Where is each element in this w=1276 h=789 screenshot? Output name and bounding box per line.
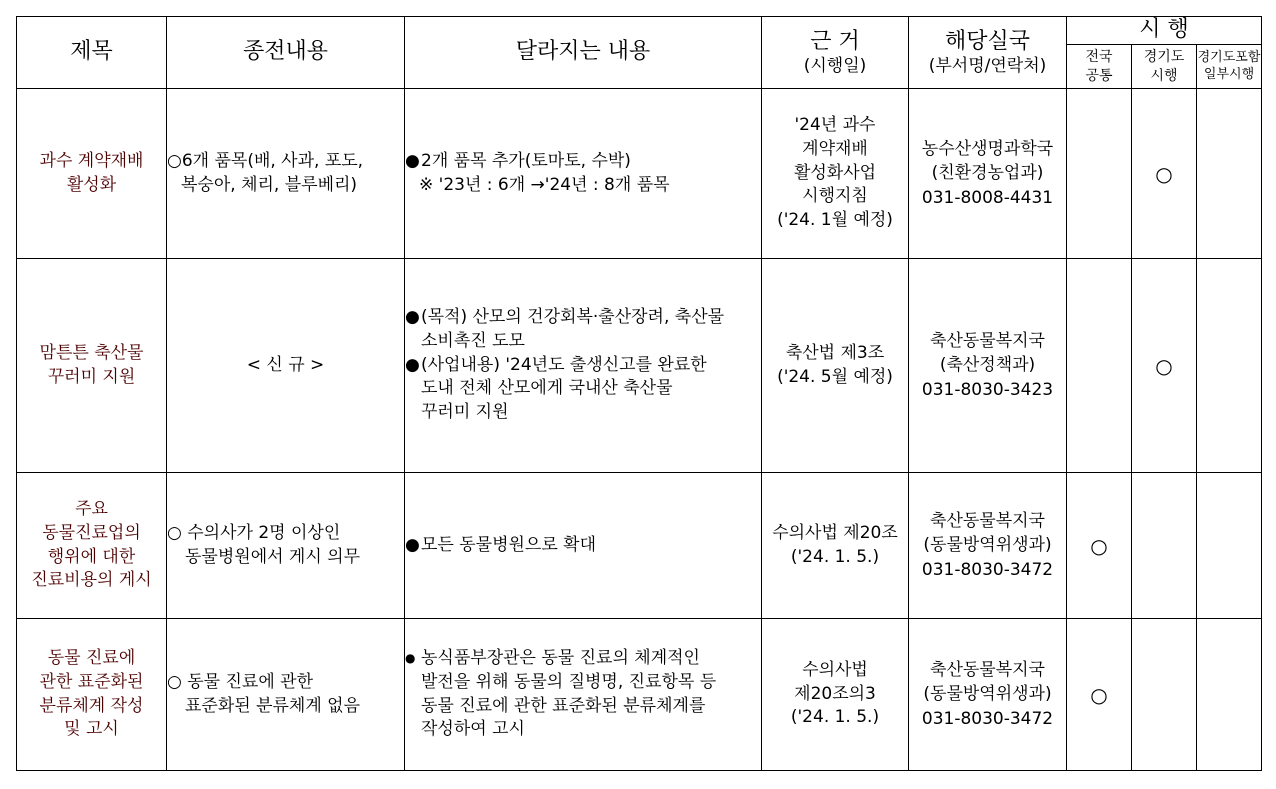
impl-gyeonggi-cell <box>1132 259 1197 473</box>
row-department: 농수산생명과학국 (친환경농업과) 031-8008-4431 <box>909 89 1067 259</box>
row-previous: ○6개 품목(배, 사과, 포도, 복숭아, 체리, 블루베리) <box>167 89 405 259</box>
table-row <box>17 473 1262 619</box>
row-basis: 수의사법 제20조 ('24. 1. 5.) <box>762 473 909 619</box>
bullet-icon: ● <box>405 650 416 665</box>
row-changed <box>405 473 762 619</box>
impl-gyeonggi-cell <box>1132 473 1197 619</box>
table-row <box>17 89 1262 259</box>
row-previous: ○ 동물 진료에 관한 표준화된 분류체계 없음 <box>167 619 405 771</box>
note: ※ '23년 : 6개 →'24년 : 8개 품목 <box>419 174 670 195</box>
impl-nationwide-cell <box>1067 619 1132 771</box>
header-implementation: 시 행 <box>1067 17 1262 45</box>
header-impl-nationwide: 전국 공통 <box>1067 45 1132 89</box>
header-impl-gyeonggi: 경기도 시행 <box>1132 45 1197 89</box>
row-department: 축산동물복지국 (동물방역위생과) 031-8030-3472 <box>909 619 1067 771</box>
header-title: 제목 <box>17 17 167 89</box>
row-previous: < 신 규 > <box>167 259 405 473</box>
circle-mark-icon: ○ <box>1155 161 1173 186</box>
impl-partial-cell <box>1197 619 1262 771</box>
list-item: ● 농식품부장관은 동물 진료의 체계적인 발전을 위해 동물의 질병명, 진료항목 등 동물 진료에 관한 표준화된 분류체계를 작성하여 고시 <box>405 647 761 742</box>
row-title: 과수 계약재배 활성화 <box>17 89 167 259</box>
row-title: 맘튼튼 축산물 꾸러미 지원 <box>17 259 167 473</box>
header-basis: 근 거 (시행일) <box>762 17 909 89</box>
row-basis: 축산법 제3조 ('24. 5월 예정) <box>762 259 909 473</box>
impl-gyeonggi-cell <box>1132 89 1197 259</box>
circle-mark-icon: ○ <box>1155 353 1173 378</box>
row-changed <box>405 89 762 259</box>
row-department: 축산동물복지국 (축산정책과) 031-8030-3423 <box>909 259 1067 473</box>
header-impl-partial: 경기도포함 일부시행 <box>1197 45 1262 89</box>
list-item: ● 2개 품목 추가(토마토, 수박) <box>405 150 761 174</box>
list-item: ● (사업내용) '24년도 출생신고를 완료한 도내 전체 산모에게 국내산 축산물 꾸러미 지원 <box>405 354 761 425</box>
circle-mark-icon: ○ <box>1090 682 1108 707</box>
list-item: ● (목적) 산모의 건강회복·출산장려, 축산물 소비촉진 도모 <box>405 306 761 354</box>
bullet-icon: ● <box>405 150 420 171</box>
list-item: ● 모든 동물병원으로 확대 <box>405 534 761 558</box>
impl-nationwide-cell <box>1067 89 1132 259</box>
row-department: 축산동물복지국 (동물방역위생과) 031-8030-3472 <box>909 473 1067 619</box>
circle-mark-icon: ○ <box>1090 533 1108 558</box>
bullet-icon: ● <box>405 354 420 375</box>
table-row <box>17 259 1262 473</box>
header-department: 해당실국 (부서명/연락처) <box>909 17 1067 89</box>
bullet-icon: ● <box>405 534 420 555</box>
row-previous: ○ 수의사가 2명 이상인 동물병원에서 게시 의무 <box>167 473 405 619</box>
impl-nationwide-cell <box>1067 259 1132 473</box>
table-row <box>17 619 1262 771</box>
row-title: 주요 동물진료업의 행위에 대한 진료비용의 게시 <box>17 473 167 619</box>
impl-partial-cell <box>1197 259 1262 473</box>
impl-partial-cell <box>1197 473 1262 619</box>
header-changed-content: 달라지는 내용 <box>405 17 762 89</box>
row-basis: '24년 과수 계약재배 활성화사업 시행지침 ('24. 1월 예정) <box>762 89 909 259</box>
row-changed <box>405 259 762 473</box>
policy-change-table <box>16 16 1262 771</box>
header-previous-content: 종전내용 <box>167 17 405 89</box>
row-title: 동물 진료에 관한 표준화된 분류체계 작성 및 고시 <box>17 619 167 771</box>
row-basis: 수의사법 제20조의3 ('24. 1. 5.) <box>762 619 909 771</box>
impl-gyeonggi-cell <box>1132 619 1197 771</box>
bullet-icon: ● <box>405 307 420 327</box>
impl-nationwide-cell <box>1067 473 1132 619</box>
impl-partial-cell <box>1197 89 1262 259</box>
row-changed <box>405 619 762 771</box>
